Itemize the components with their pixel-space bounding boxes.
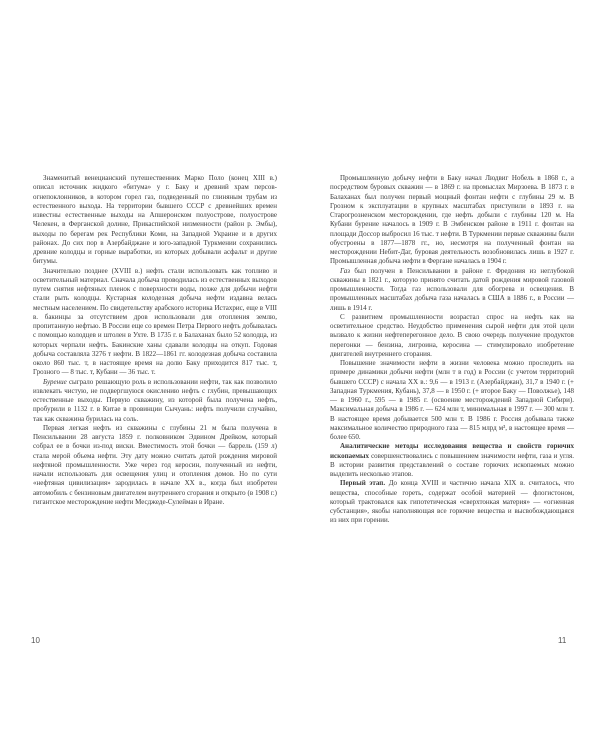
heading-analytical-methods: Аналитические методы исследования вещества и свойств горючих ископаемых xyxy=(330,442,574,460)
paragraph-drilling: Бурение сыграло решающую роль в использовании нефти, так как позволило извлекать чистую, не подвергшуюся окислению нефть с глубин, превышающих естественные выходы. Первую скважину, из которой была получена нефть, пробурили в 1132 г. в Китае в провинции Сычуань: нефть получили случайно, так как скважина бурилась на соль. xyxy=(33,377,277,423)
page-number-right: 11 xyxy=(558,636,567,645)
paragraph-xviii-century: Значительно позднее (XVIII в.) нефть стали использовать как топливо и осветительный материал. Сначала добыча проводилась из естественных выходов путем снятия нефтяных пленок с поверхности воды, позже для добычи нефти стали рыть колодцы. Кустарная колодезная добыча нефти издавна велась местным населением. По свидетельству арабского историка Истахрис, еще в VIII в. бакинцы за отсутствием дров использовали для отопления землю, пропитанную нефтью. В России еще со времен Петра Первого нефть добывалась с помощью колодцев и штолен в Ухте. В 1735 г. в Балаханах было 52 колодца, из которых черпали нефть. Бакинские ханы сдавали колодцы на откуп. Годовая добыча составляла 3276 т нефти. В 1822—1861 гг. колодезная добыча составила около 860 тыс. т, в настоящее время на долю Баку приходится 817 тыс. т, Грозного — 8 тыс. т, Кубани — 36 тыс. т. xyxy=(33,266,277,377)
paragraph-production-dynamics: Повышение значимости нефти в жизни человека можно проследить на примере динамики добычи нефти (млн т в год) в России (с учетом территорий бывшего СССР) с начала XX в.: 9,6 — в 1913 г. (Азербайджан), 31,7 в 1940 г. (+ Западная Туркмения, Кубань), 37,8 — в 1950 г. (+ второе Баку — Поволжье), 148 — в 1960 г., 595 — в 1985 г. (освоение месторождений Западной Сибири). Максимальная добыча в 1986 г. — 624 млн т, минимальная в 1997 г. — 300 млн т. В настоящее время добывается 500 млн т. В 1986 г. Россия добывала также максимальное количество природного газа — 815 млрд м³, в настоящее время — более 650. xyxy=(330,359,574,441)
term-gas: Газ xyxy=(340,266,351,275)
page-number-left: 10 xyxy=(31,636,40,645)
paragraph-pennsylvania-oil: Первая легкая нефть из скважины с глубины 21 м была получена в Пенсильвании 28 августа 1859 г. полковником Эдвином Дрейком, который собрал ее в бочки из-под виски. Вместимость этой бочки — баррель (159 л) стала мерой объема нефти. Эту дату можно считать датой рождения мировой нефтяной промышленности. Уже через год керосин, полученный из нефти, начали использовать для освещения улиц и отопления домов. Но по сути «нефтяная цивилизация» зародилась в начале XX в., когда был изобретен автомобиль с бензиновым двигателем внутреннего сгорания и открыто (в 1908 г.) гигантское месторождение нефти Месджеде-Сулейман в Иране. xyxy=(33,423,277,506)
paragraph-gas: Газ был получен в Пенсильвании в районе г. Фредония из неглубокой скважины в 1821 г., которую принято считать датой рождения мировой газовой промышленности. Тогда газ использовали для обогрева и освещения. В промышленных масштабах добыча газа началась в США в 1886 г., в России — лишь в 1914 г. xyxy=(330,266,574,312)
paragraph-refining: С развитием промышленности возрастал спрос на нефть как на осветительное средство. Неудобство применения сырой нефти для этой цели вызвало к жизни нефтеперегонное дело. В свою очередь получение продуктов перегонки — бензина, лигроина, керосина — стимулировало изобретение двигателей внутреннего сгорания. xyxy=(330,312,574,358)
paragraph-marco-polo: Знаменитый венецианский путешественник Марко Поло (конец XIII в.) описал источник жидкого «битума» у г. Баку и древний храм персов-огнепоклонников, в котором горел газ, подведенный по глиняным трубам из естественного выхода. На территории бывшего СССР с древнейших времен известны естественные выходы на Апшеронском полуострове, полуострове Челекен, в Ферганской долине, Прикаспийской низменности (район р. Эмбы), выходы по берегам рек Республики Коми, на Западной Украине и в других районах. До сих пор в Азербайджане и юго-западной Туркмении сохранились древние колодцы и горные выработки, из которых добывали асфальт и другие битумы. xyxy=(33,174,277,266)
right-page-body xyxy=(330,174,574,526)
term-drilling: Бурение xyxy=(43,377,67,386)
paragraph-analytical-methods: Аналитические методы исследования вещества и свойств горючих ископаемых совершенствовались с повышением значимости нефти, газа и угля. В истории развития представлений о составе горючих ископаемых можно выделить несколько этапов. xyxy=(330,442,574,478)
paragraph-baku-production: Промышленную добычу нефти в Баку начал Людвиг Нобель в 1868 г., а посредством буровых скважин — в 1869 г. на промыслах Мирзоева. В 1873 г. в Балаханах был получен первый мощный фонтан нефти с глубины 29 м. В Грозном к эксплуатации в крупных масштабах приступили в 1893 г. на Старогрозненском месторождении, где нефть добыли с глубины 120 м. На Кубани бурение началось в 1909 г. В Эмбенском районе в 1911 г. фонтан на площади Доссор выбросил 16 тыс. т нефти. В Туркмении первые скважины были обустроены в 1877—1878 гг., но, несмотря на полученный фонтан на месторождении Небит-Даг, буровая деятельность возобновилась лишь в 1927 г. Промышленная добыча нефти в Фергане началась в 1904 г. xyxy=(330,174,574,266)
heading-first-stage: Первый этап. xyxy=(340,479,386,488)
right-page xyxy=(300,0,600,750)
paragraph-first-stage: Первый этап. До конца XVIII и частично начала XIX в. считалось, что вещества, способные гореть, содержат особой материей — флогистоном, который трактовался как гипотетическая «сверхтонкая материя» — «огненная субстанция», якобы наполняющая все горючие вещества и высвобождающаяся из них при горении. xyxy=(330,479,574,525)
left-page-body xyxy=(33,174,277,507)
